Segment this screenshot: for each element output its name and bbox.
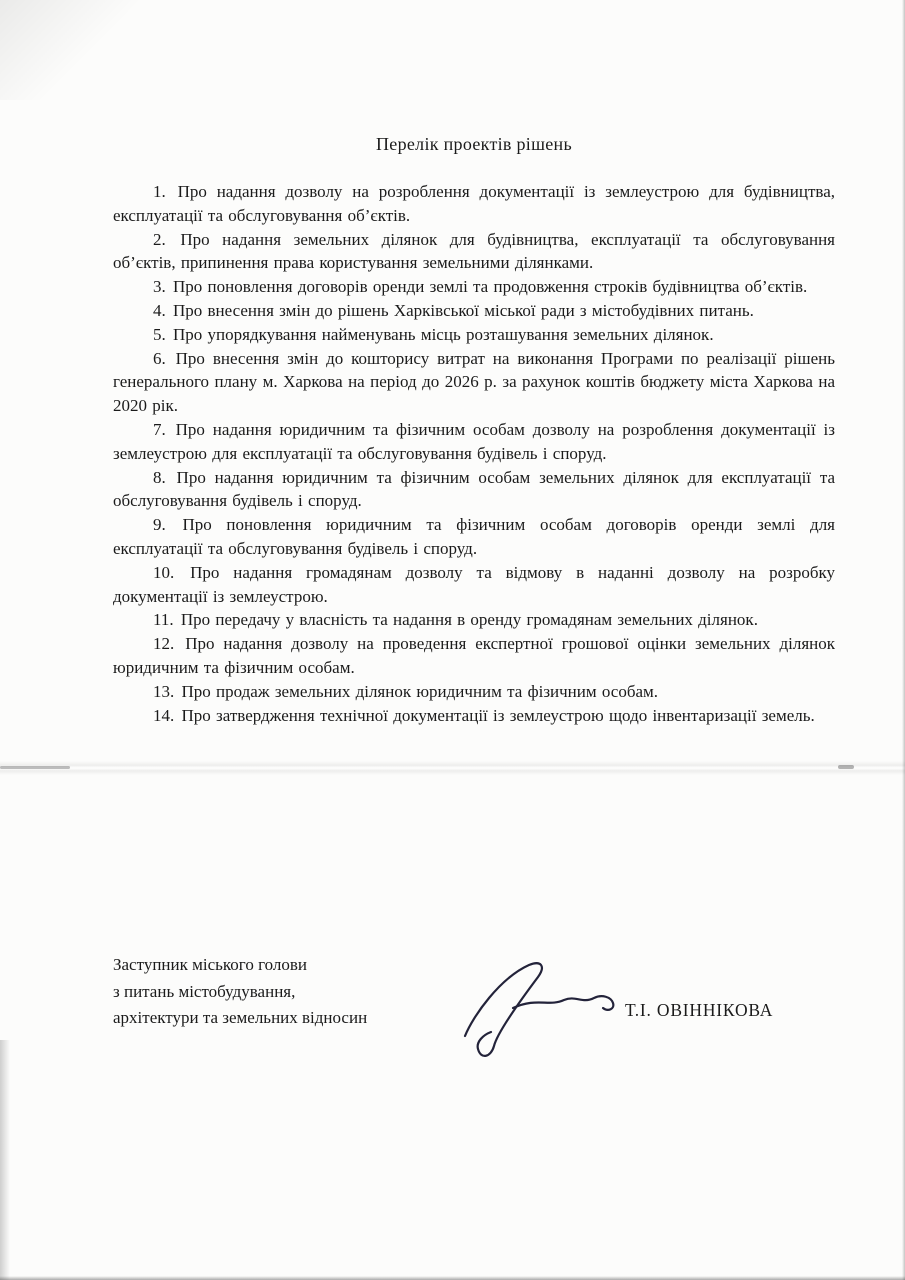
scan-mark-right [838,765,854,769]
list-item-3 [113,275,835,299]
item-number: 1. [153,182,166,201]
item-number: 12. [153,634,175,654]
item-text: Про внесення змін до кошторису витрат на виконання Програми по реалізації рішень генерального плану м. Харкова на період до 2026 р. за рахунок коштів бюджету міста Харкова на 2020 рік. [113,348,836,416]
item-text: Про поновлення юридичним та фізичним особам договорів оренди землі для експлуатації та обслуговування будівель і споруд. [113,515,836,558]
item-number: 14. [153,705,175,725]
item-number: 13. [153,681,175,701]
signer-position-line-3: архітектури та земельних відносин [113,1008,368,1027]
list-item-2 [113,228,835,276]
item-text: Про поновлення договорів оренди землі та продовження строків будівництва об’єктів. [173,277,808,297]
list-item-4 [113,299,835,323]
scan-mark-left [0,766,70,769]
item-number: 11. [153,610,174,630]
list-item-14 [113,704,835,728]
item-number: 9. [153,515,166,535]
item-number: 2. [153,229,166,249]
item-text: Про надання юридичним та фізичним особам дозволу на розроблення документації із землеустрою для експлуатації та обслуговування будівель і споруд. [113,419,835,463]
item-text: Про затвердження технічної документації із землеустрою щодо інвентаризації земель. [181,705,815,725]
signer-position-block [113,952,443,1032]
item-number: 10. [153,562,175,582]
page-title: Перелік проектів рішень [375,134,572,154]
item-number: 5. [153,324,166,344]
item-text: Про продаж земельних ділянок юридичним та фізичним особам. [181,681,659,701]
item-text: Про надання юридичним та фізичним особам земельних ділянок для експлуатації та обслуговування будівель і споруд. [113,467,836,511]
scan-edge-bottom [0,1276,905,1280]
item-number: 8. [153,467,166,487]
item-number: 4. [153,300,166,320]
list-item-13 [113,680,835,704]
scan-smudge [0,1040,10,1280]
document-body [113,132,835,727]
signer-position-line-1: Заступник міського голови [113,955,308,974]
signer-name: Т.І. ОВІННІКОВА [625,1000,774,1020]
item-text: Про надання дозволу на розроблення документації із землеустрою для будівництва, експлуатації та обслуговування об’єктів. [113,182,835,225]
list-item-1 [113,180,835,228]
item-text: Про надання громадянам дозволу та відмову в наданні дозволу на розробку документації із землеустрою. [113,562,836,606]
item-text: Про надання земельних ділянок для будівництва, експлуатації та обслуговування об’єктів, припинення права користування земельними ділянками. [113,229,836,273]
item-number: 6. [153,348,166,368]
list-item-12 [113,632,835,680]
list-item-5 [113,323,835,347]
item-text: Про упорядкування найменувань місць розташування земельних ділянок. [173,324,714,344]
list-item-11 [113,608,835,632]
item-text: Про передачу у власність та надання в оренду громадянам земельних ділянок. [180,610,758,630]
signer-position-line-2: з питань містобудування, [113,981,296,1001]
item-number: 7. [153,419,166,439]
item-text: Про внесення змін до рішень Харківської міської ради з містобудівних питань. [173,300,754,320]
scan-streak-artifact [0,761,905,775]
list-item-9 [113,513,835,561]
list-item-10 [113,561,835,609]
item-number: 3. [153,277,166,297]
scan-corner-shadow [0,0,140,100]
item-text: Про надання дозволу на проведення експертної грошової оцінки земельних ділянок юридичним та фізичним особам. [113,634,835,677]
list-item-6 [113,347,835,418]
list-item-7 [113,418,835,466]
handwritten-signature [445,956,630,1064]
list-item-8 [113,466,835,514]
